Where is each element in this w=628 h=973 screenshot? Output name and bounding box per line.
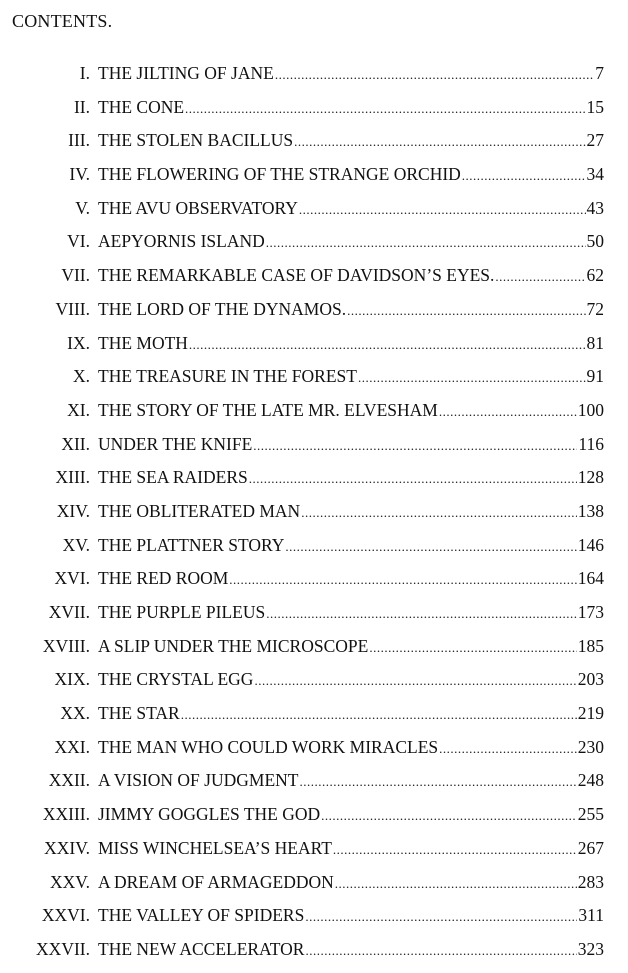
chapter-number: XVI.	[54, 568, 90, 589]
toc-line	[98, 198, 604, 219]
toc-entry[interactable]	[0, 770, 628, 804]
toc-entry[interactable]	[0, 501, 628, 535]
page-number: 173	[577, 602, 604, 622]
toc-entry[interactable]	[0, 535, 628, 569]
toc-line	[98, 130, 604, 151]
dot-leader	[189, 337, 586, 353]
toc-line	[98, 265, 604, 286]
page-number: 27	[586, 130, 604, 151]
page-number: 283	[577, 871, 604, 892]
page-number: 185	[577, 635, 604, 656]
toc-line	[98, 400, 604, 421]
chapter-title: UNDER THE KNIFE	[98, 433, 253, 454]
chapter-title: THE NEW ACCELERATOR	[98, 938, 305, 959]
chapter-number: XX.	[60, 703, 90, 724]
dot-leader	[305, 943, 576, 959]
toc-line	[98, 602, 604, 623]
toc-line	[98, 838, 604, 859]
chapter-title: THE OBLITERATED MAN	[98, 500, 301, 521]
chapter-number: XII.	[61, 433, 90, 454]
dot-leader	[305, 909, 577, 925]
chapter-number: IV.	[69, 164, 90, 185]
chapter-title: THE AVU OBSERVATORY	[98, 197, 298, 218]
toc-line	[98, 669, 604, 690]
toc-entry[interactable]	[0, 636, 628, 670]
chapter-number: VIII.	[55, 298, 90, 319]
page-number: 116	[578, 433, 604, 454]
chapter-number: XXI.	[54, 736, 90, 757]
toc-line	[98, 770, 604, 791]
toc-entry[interactable]	[0, 703, 628, 737]
chapter-title: JIMMY GOGGLES THE GOD	[98, 804, 321, 825]
toc-line	[98, 97, 604, 118]
chapter-title: THE JILTING OF JANE	[98, 63, 274, 83]
chapter-title: THE PLATTNER STORY	[98, 534, 285, 555]
chapter-number: XXVII.	[36, 938, 90, 959]
toc-entry[interactable]	[0, 366, 628, 400]
chapter-title: THE LORD OF THE DYNAMOS.	[98, 298, 347, 319]
chapter-number: XIX.	[54, 669, 90, 690]
dot-leader	[495, 269, 585, 285]
page-number: 248	[577, 770, 604, 791]
page-number: 255	[577, 804, 604, 825]
page-number: 15	[586, 96, 604, 117]
chapter-title: A SLIP UNDER THE MICROSCOPE	[98, 635, 369, 656]
dot-leader	[462, 168, 586, 184]
toc-entry[interactable]	[0, 737, 628, 771]
chapter-number: X.	[72, 366, 90, 387]
page-number: 323	[577, 938, 604, 959]
dot-leader	[321, 808, 577, 824]
chapter-number: XIV.	[56, 500, 90, 521]
dot-leader	[285, 539, 576, 555]
toc-line	[98, 804, 604, 825]
toc-entry[interactable]	[0, 568, 628, 602]
page-number: 34	[586, 164, 604, 185]
toc-entry[interactable]	[0, 602, 628, 636]
chapter-title: THE MAN WHO COULD WORK MIRACLES	[98, 736, 439, 757]
chapter-title: A VISION OF JUDGMENT	[98, 770, 299, 791]
page-number: 164	[577, 568, 604, 589]
chapter-title: THE STORY OF THE LATE MR. ELVESHAM	[98, 399, 438, 420]
toc-entry[interactable]	[0, 872, 628, 906]
toc-line	[98, 905, 604, 926]
page-number: 100	[577, 399, 604, 420]
chapter-title: THE MOTH	[98, 332, 188, 353]
toc-line	[98, 568, 604, 589]
chapter-number: II.	[73, 96, 90, 117]
toc-entry[interactable]	[0, 130, 628, 164]
toc-line	[98, 333, 604, 354]
chapter-number: XXIV.	[44, 837, 90, 858]
page-number: 138	[577, 500, 604, 521]
chapter-title: THE CONE	[98, 96, 185, 117]
dot-leader	[301, 505, 577, 521]
toc-entry[interactable]	[0, 804, 628, 838]
chapter-number: I.	[79, 63, 90, 83]
chapter-number: XXVI.	[41, 905, 90, 926]
chapter-number: IX.	[67, 332, 90, 353]
page-number: 43	[586, 197, 604, 218]
toc-entry[interactable]	[0, 333, 628, 367]
page-title: CONTENTS.	[12, 11, 113, 31]
toc-entry[interactable]	[0, 198, 628, 232]
toc-entry[interactable]	[0, 467, 628, 501]
toc-line	[98, 299, 604, 320]
dot-leader	[294, 134, 585, 150]
page-number: 203	[577, 669, 604, 690]
toc-line	[98, 535, 604, 556]
toc-line	[98, 939, 604, 960]
page-number: 146	[577, 534, 604, 555]
chapter-number: VI.	[67, 231, 90, 252]
dot-leader	[369, 640, 576, 656]
chapter-number: VII.	[61, 265, 90, 286]
toc-line	[98, 366, 604, 387]
page-number: 219	[577, 703, 604, 724]
toc-entry[interactable]	[0, 400, 628, 434]
dot-leader	[299, 774, 576, 790]
page-number: 91	[586, 366, 604, 387]
chapter-title: THE TREASURE IN THE FOREST	[98, 366, 357, 387]
chapter-number: XVIII.	[42, 635, 90, 656]
page-number: 230	[577, 736, 604, 757]
toc-entry[interactable]	[0, 231, 628, 265]
chapter-title: THE STOLEN BACILLUS	[98, 130, 294, 151]
dot-leader	[358, 370, 586, 386]
chapter-number: XXV.	[49, 871, 90, 892]
dot-leader	[335, 876, 577, 892]
toc-line	[98, 164, 604, 185]
dot-leader	[439, 741, 577, 757]
page-number: 267	[577, 837, 604, 858]
toc-line	[98, 872, 604, 893]
dot-leader	[266, 606, 577, 622]
toc-entry[interactable]	[0, 299, 628, 333]
chapter-title: AEPYORNIS ISLAND	[98, 231, 265, 252]
chapter-number: III.	[68, 130, 90, 151]
chapter-number: XVII.	[48, 602, 90, 622]
toc-entry[interactable]	[0, 939, 628, 973]
toc-line	[98, 737, 604, 758]
dot-leader	[253, 438, 577, 454]
chapter-title: THE PURPLE PILEUS	[98, 602, 266, 622]
table-of-contents	[0, 63, 628, 973]
dot-leader	[181, 707, 577, 723]
dot-leader	[347, 303, 585, 319]
toc-entry[interactable]	[0, 164, 628, 198]
toc-entry[interactable]	[0, 838, 628, 872]
toc-entry[interactable]	[0, 97, 628, 131]
toc-line	[98, 63, 604, 84]
chapter-number: XXIII.	[42, 804, 90, 825]
dot-leader	[275, 67, 594, 83]
page-number: 128	[577, 467, 604, 488]
page-number: 81	[586, 332, 604, 353]
chapter-number: V.	[75, 197, 90, 218]
toc-line	[98, 636, 604, 657]
chapter-title: THE RED ROOM	[98, 568, 229, 589]
toc-line	[98, 467, 604, 488]
toc-line	[98, 231, 604, 252]
dot-leader	[249, 471, 577, 487]
chapter-title: THE STAR	[98, 703, 180, 724]
page-number: 50	[586, 231, 604, 252]
chapter-number: XI.	[67, 399, 90, 420]
chapter-title: A DREAM OF ARMAGEDDON	[98, 871, 334, 892]
chapter-title: THE CRYSTAL EGG	[98, 669, 254, 690]
toc-line	[98, 703, 604, 724]
dot-leader	[185, 101, 585, 117]
chapter-number: XV.	[62, 534, 90, 555]
chapter-number: XIII.	[55, 467, 90, 488]
chapter-title: MISS WINCHELSEA’S HEART	[98, 837, 332, 858]
page-number: 62	[586, 265, 604, 286]
toc-entry[interactable]	[0, 63, 628, 97]
chapter-title: THE SEA RAIDERS	[98, 467, 248, 488]
chapter-number: XXII.	[48, 770, 90, 791]
toc-entry[interactable]	[0, 905, 628, 939]
toc-line	[98, 434, 604, 455]
toc-line	[98, 501, 604, 522]
dot-leader	[299, 202, 586, 218]
toc-entry[interactable]	[0, 434, 628, 468]
dot-leader	[229, 572, 576, 588]
dot-leader	[266, 235, 586, 251]
chapter-title: THE FLOWERING OF THE STRANGE ORCHID	[98, 164, 461, 185]
chapter-title: THE REMARKABLE CASE OF DAVIDSON’S EYES.	[98, 265, 495, 286]
toc-entry[interactable]	[0, 265, 628, 299]
page-number: 7	[595, 63, 604, 83]
chapter-title: THE VALLEY OF SPIDERS	[98, 905, 305, 926]
toc-entry[interactable]	[0, 669, 628, 703]
page-number: 311	[578, 905, 604, 926]
dot-leader	[254, 673, 576, 689]
page-number: 72	[586, 298, 604, 319]
dot-leader	[333, 842, 577, 858]
dot-leader	[439, 404, 577, 420]
